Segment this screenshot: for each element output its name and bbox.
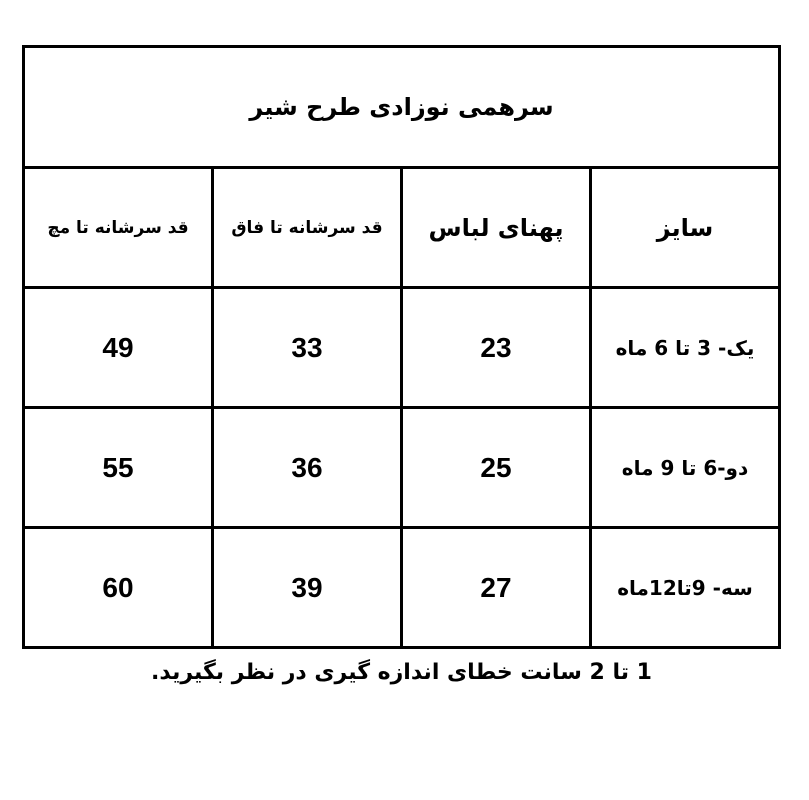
header-shoulder-to-crotch: قد سرشانه تا فاق <box>213 168 402 288</box>
shoulder-to-wrist-cell: 55 <box>24 408 213 528</box>
table-row <box>24 408 780 528</box>
shoulder-to-crotch-cell: 39 <box>213 528 402 648</box>
size-cell: دو-6 تا 9 ماه <box>591 408 780 528</box>
header-width: پهنای لباس <box>402 168 591 288</box>
shoulder-to-crotch-cell: 36 <box>213 408 402 528</box>
shoulder-to-crotch-cell: 33 <box>213 288 402 408</box>
measurement-error-note: 1 تا 2 سانت خطای اندازه گیری در نظر بگیرید. <box>151 660 652 685</box>
title-row <box>24 47 780 168</box>
width-cell: 27 <box>402 528 591 648</box>
shoulder-to-wrist-cell: 49 <box>24 288 213 408</box>
width-cell: 23 <box>402 288 591 408</box>
width-cell: 25 <box>402 408 591 528</box>
size-chart-table <box>22 45 781 649</box>
table-title: سرهمی نوزادی طرح شیر <box>24 47 780 168</box>
table-row <box>24 528 780 648</box>
header-row <box>24 168 780 288</box>
shoulder-to-wrist-cell: 60 <box>24 528 213 648</box>
table-row <box>24 288 780 408</box>
size-cell: یک- 3 تا 6 ماه <box>591 288 780 408</box>
header-shoulder-to-wrist: قد سرشانه تا مچ <box>24 168 213 288</box>
header-size: سایز <box>591 168 780 288</box>
size-cell: سه- 9تا12ماه <box>591 528 780 648</box>
